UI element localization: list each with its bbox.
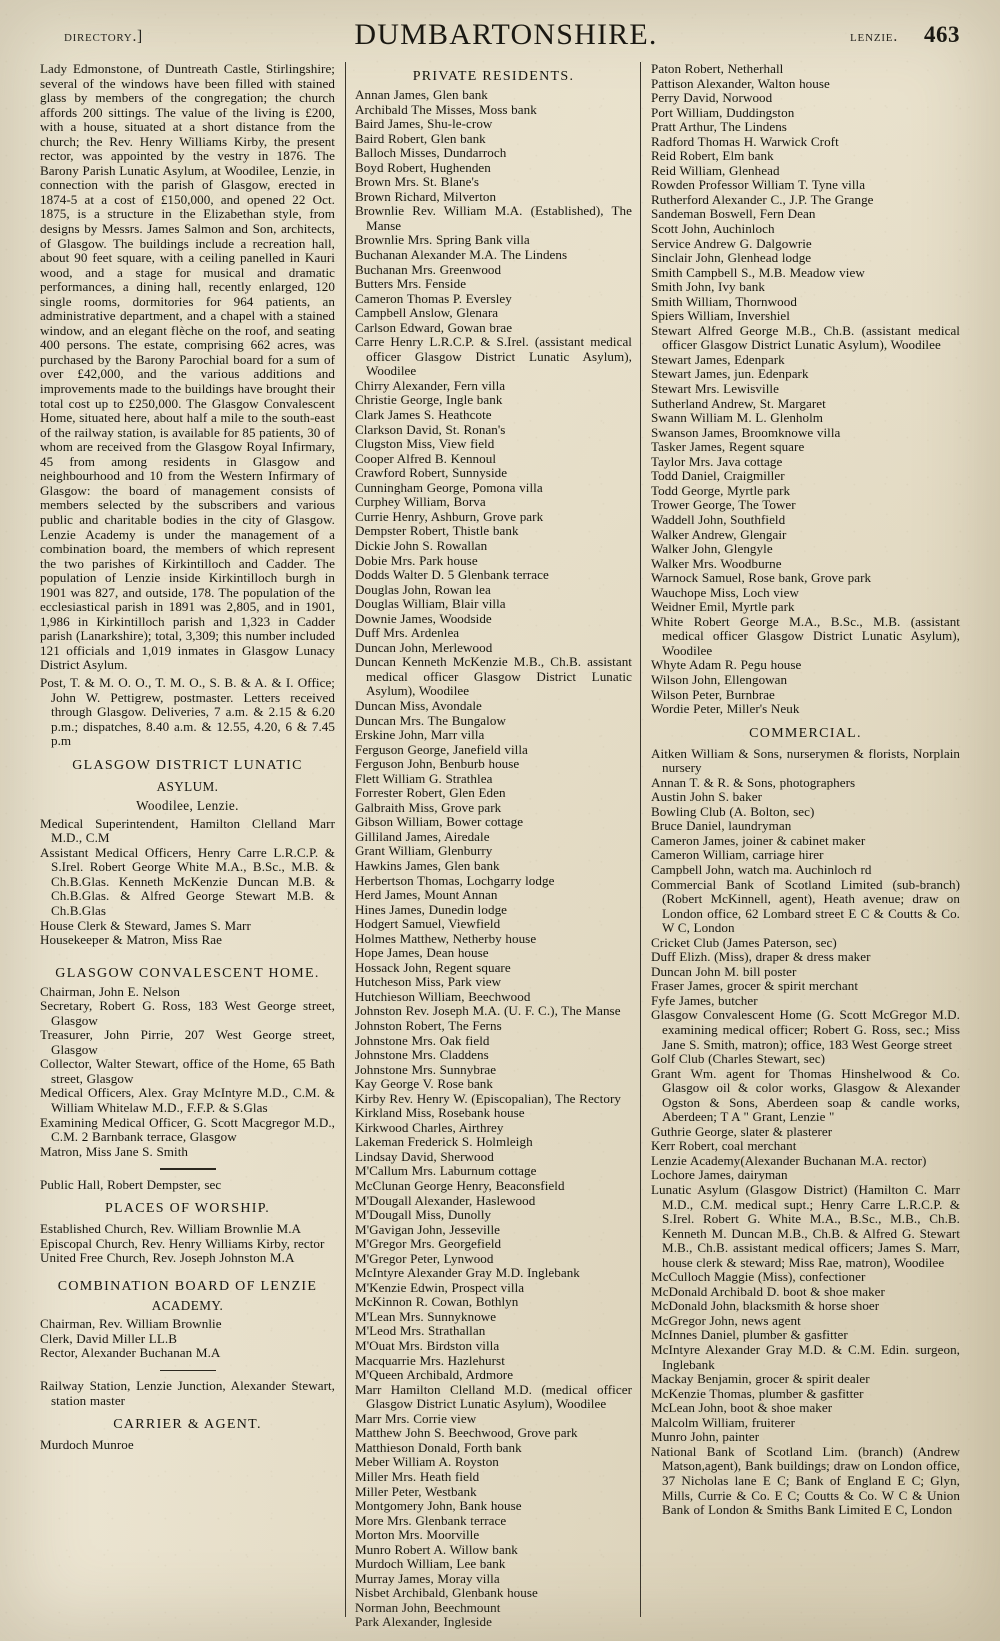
- list-item: Reid Robert, Elm bank: [651, 148, 774, 164]
- list-item: McLean John, boot & shoe maker: [651, 1400, 833, 1416]
- list-item: Commercial Bank of Scotland Limited (sub-branch) (Robert McKinnell, agent), Heath avenue; draw on London office, 62 Lombard street E C & Coutts & Co. W C, London: [651, 876, 960, 936]
- list-item: Smith Campbell S., M.B. Meadow view: [651, 264, 865, 280]
- list-item: Fraser James, grocer & spirit merchant: [651, 978, 859, 994]
- list-item: Walker Andrew, Glengair: [651, 526, 787, 542]
- list-item: Chairman, Rev. William Brownlie: [40, 1315, 222, 1331]
- list-item: Pattison Alexander, Walton house: [651, 75, 830, 91]
- list-item: Wauchope Miss, Loch view: [651, 584, 799, 600]
- carrier-agent-heading: CARRIER & AGENT.: [113, 1417, 262, 1433]
- list-item: Downie James, Woodside: [355, 610, 492, 626]
- header-right-label: lenzie.: [850, 28, 898, 45]
- list-item: Munro Robert A. Willow bank: [355, 1541, 518, 1557]
- list-item: Housekeeper & Matron, Miss Rae: [40, 932, 222, 948]
- list-item: Forrester Robert, Glen Eden: [355, 785, 506, 801]
- places-of-worship-heading: PLACES OF WORSHIP.: [104, 1201, 271, 1217]
- list-item: Chairman, John E. Nelson: [40, 983, 180, 999]
- list-item: Duncan John, Merlewood: [355, 639, 493, 655]
- list-item: Service Andrew G. Dalgowrie: [651, 235, 812, 251]
- list-item: M'Callum Mrs. Laburnum cottage: [355, 1163, 537, 1179]
- list-item: Montgomery John, Bank house: [355, 1498, 522, 1514]
- list-item: Swanson James, Broomknowe villa: [651, 424, 841, 440]
- spacer: [40, 948, 335, 959]
- list-item: Pratt Arthur, The Lindens: [651, 119, 787, 135]
- list-item: Munro John, painter: [651, 1429, 760, 1445]
- list-item: Hossack John, Regent square: [355, 959, 511, 975]
- list-item: Glasgow Convalescent Home (G. Scott McGregor M.D. examining medical officer; Robert G. Ross, sec.; Miss Jane S. Smith, matron); office, 183 West George street: [651, 1007, 960, 1052]
- list-item: Aitken William & Sons, nurserymen & florists, Norplain nursery: [651, 745, 960, 776]
- list-item: Stewart Mrs. Lewisville: [651, 381, 779, 397]
- list-item: Lenzie Academy(Alexander Buchanan M.A. rector): [651, 1152, 927, 1168]
- list-item: McKenzie Thomas, plumber & gasfitter: [651, 1385, 864, 1401]
- list-item: Balloch Misses, Dundarroch: [355, 145, 507, 161]
- list-item: Rutherford Alexander C., J.P. The Grange: [651, 191, 874, 207]
- list-item: Kirby Rev. Henry W. (Episcopalian), The Rectory: [355, 1090, 621, 1106]
- list-item: Cunningham George, Pomona villa: [355, 479, 543, 495]
- list-item: Wordie Peter, Miller's Neuk: [651, 701, 800, 717]
- list-item: Smith William, Thornwood: [651, 293, 797, 309]
- list-item: United Free Church, Rev. Joseph Johnston M.A: [40, 1250, 295, 1266]
- list-item: Cameron Thomas P. Eversley: [355, 290, 512, 306]
- list-item: Hope James, Dean house: [355, 945, 489, 961]
- list-item: Johnston Rev. Joseph M.A. (U. F. C.), The Manse: [355, 1003, 621, 1019]
- post-office-entry: Post, T. & M. O. O., T. M. O., S. B. & A. & I. Office; John W. Pettigrew, postmaster. Letters received through Glasgow. Deliveries, 7 a.m. & 2.15 & 6.20 p.m.; dispatches, 8.40 a.m. & 12.55, 4.20, 6 & 7.45 p.m: [40, 674, 335, 749]
- parish-narrative: Lady Edmonstone, of Duntreath Castle, Stirlingshire; several of the windows have been filled with stained glass by members of the congregation; the church affords 200 sittings. The value of the living is £200, with a house, situated at a short distance from the church; the Rev. Henry Williams Kirby, the present rector, was appointed by the vestry in 1876. The Barony Parish Lunatic Asylum, at Woodilee, Lenzie, in connection with the parish of Glasgow, erected in 1874-5 at a cost of £150,000, and opened 22 Oct. 1875, is a structure in the Elizabethan style, from designs by Messrs. James Salmon and Son, architects, of Glasgow. The buildings include a recreation hall, about 90 feet square, with a ceiling panelled in Kauri wood, and a stage for musical and dramatic performances, a dining hall, recently enlarged, 120 single rooms, dormitories for 964 patients, an administrative department, and a chapel with a stained window, and an elegant flèche on the roof, and seating 400 persons. The estate, comprising 662 acres, was purchased by the Barony Parochial board for a sum of over £42,000, and the various additions and improvements made to the buildings have brought their total cost up to £250,000. The Glasgow Convalescent Home, situated here, about half a mile to the south-east of the railway station, is available for 85 patients, 30 of whom are received from the Glasgow Royal Infirmary, 45 from among residents in Glasgow and neighbourhood and 10 from the Western Infirmary of Glasgow: the board of management consists of members selected by the subscribers and various public and charitable bodies in the city of Glasgow. Lenzie Academy is under the management of a combination board, the members of which represent the two parishes of Kirkintilloch and Cadder. The population of Lenzie inside Kirkintilloch burgh in 1901 was 827, and outside, 178. The population of the ecclesiastical parish in 1891 was 2,805, and in 1901, 1,986 in Kirkintilloch parish and 1,323 in Cadder parish (Lanarkshire); total, 3,309; this number included 121 officials and 1,019 inmates in Glasgow Lunacy District Asylum.: [40, 61, 335, 673]
- list-item: Cooper Alfred B. Kennoul: [355, 450, 497, 466]
- list-item: Malcolm William, fruiterer: [651, 1414, 796, 1430]
- column-two: [345, 62, 640, 1630]
- list-item: Duncan Mrs. The Bungalow: [355, 712, 506, 728]
- list-item: Curphey William, Borva: [355, 494, 486, 510]
- list-item: Johnstone Mrs. Oak field: [355, 1032, 490, 1048]
- list-item: Clarkson David, St. Ronan's: [355, 421, 506, 437]
- list-item: M'Dougall Alexander, Haslewood: [355, 1192, 536, 1208]
- list-item: Sinclair John, Glenhead lodge: [651, 250, 812, 266]
- list-item: Golf Club (Charles Stewart, sec): [651, 1051, 826, 1067]
- list-item: Assistant Medical Officers, Henry Carre L.R.C.P. & S.Irel. Robert George White M.A., B.Sc., M.B. & Ch.B.Glas. Kenneth McKenzie Duncan M.B. & Ch.B.Glas. & Alfred George Stewart M.B. & Ch.B.Glas: [40, 844, 335, 918]
- list-item: Matthieson Donald, Forth bank: [355, 1439, 522, 1455]
- list-item: Austin John S. baker: [651, 789, 763, 805]
- list-item: Bowling Club (A. Bolton, sec): [651, 803, 815, 819]
- list-item: Butters Mrs. Fenside: [355, 276, 467, 292]
- list-item: Brownlie Rev. William M.A. (Established), The Manse: [355, 203, 632, 233]
- list-item: Carre Henry L.R.C.P. & S.Irel. (assistant medical officer Glasgow District Lunatic Asylum), Woodilee: [355, 334, 632, 379]
- list-item: Clark James S. Heathcote: [355, 407, 492, 423]
- list-item: Cameron William, carriage hirer: [651, 847, 824, 863]
- list-item: M'Kenzie Edwin, Prospect villa: [355, 1279, 525, 1295]
- section-divider: [160, 1168, 216, 1170]
- list-item: Clerk, David Miller LL.B: [40, 1330, 178, 1346]
- list-item: Hutcheson Miss, Park view: [355, 974, 502, 990]
- list-item: Tasker James, Regent square: [651, 439, 805, 455]
- list-item: Annan T. & R. & Sons, photographers: [651, 774, 856, 790]
- academy-board-heading-line2: ACADEMY.: [151, 1297, 224, 1313]
- list-item: Galbraith Miss, Grove park: [355, 799, 502, 815]
- list-item: Cameron James, joiner & cabinet maker: [651, 832, 866, 848]
- list-item: Scott John, Auchinloch: [651, 221, 775, 237]
- list-item: Annan James, Glen bank: [355, 87, 488, 102]
- list-item: Ferguson George, Janefield villa: [355, 741, 528, 757]
- list-item: Clugston Miss, View field: [355, 436, 495, 452]
- private-residents-list: [355, 88, 632, 1630]
- list-item: Gilliland James, Airedale: [355, 828, 490, 844]
- list-item: Park Alexander, Ingleside: [355, 1614, 492, 1630]
- list-item: Archibald The Misses, Moss bank: [355, 101, 537, 117]
- list-item: Paton Robert, Netherhall: [651, 61, 784, 76]
- list-item: Johnstone Mrs. Claddens: [355, 1047, 489, 1063]
- header-left-label: directory.]: [64, 28, 143, 45]
- list-item: Dempster Robert, Thistle bank: [355, 523, 519, 539]
- list-item: National Bank of Scotland Lim. (branch) (Andrew Matson,agent), Bank buildings; draw on London office, 37 Nicholas lane E C; Bank of England E C; Glyn, Mills, Currie & Co. E C; Coutts & Co. W C & Union Bank of London & Smiths Bank Limited E C, London: [651, 1443, 960, 1518]
- list-item: Morton Mrs. Moorville: [355, 1527, 480, 1543]
- list-item: Brown Mrs. St. Blane's: [355, 174, 480, 190]
- list-item: Secretary, Robert G. Ross, 183 West George street, Glasgow: [40, 998, 335, 1028]
- list-item: Dickie John S. Rowallan: [355, 537, 488, 553]
- list-item: Trower George, The Tower: [651, 497, 796, 513]
- asylum-heading-line1: GLASGOW DISTRICT LUNATIC: [72, 757, 303, 773]
- list-item: Wilson John, Ellengowan: [651, 671, 788, 687]
- list-item: Kirkland Miss, Rosebank house: [355, 1105, 525, 1121]
- commercial-list: [651, 747, 960, 1518]
- list-item: M'Dougall Miss, Dunolly: [355, 1207, 492, 1223]
- list-item: Sutherland Andrew, St. Margaret: [651, 395, 826, 411]
- list-item: Port William, Duddingston: [651, 104, 795, 120]
- list-item: More Mrs. Glenbank terrace: [355, 1512, 507, 1528]
- list-item: Lunatic Asylum (Glasgow District) (Hamilton C. Marr M.D., C.M. medical supt.; Henry Carre L.R.C.P. & S.Irel. Robert G. White M.A., B.Sc., M.B., Ch.B. Kenneth M. Duncan M.B., Ch.B. & Alfred G. Stewart M.B., Ch.B. assistant medical officers; James S. Marr, house clerk & steward; Miss Rae, matron), Woodilee: [651, 1182, 960, 1270]
- list-item: Duncan Miss, Avondale: [355, 697, 482, 713]
- list-item: M'Queen Archibald, Ardmore: [355, 1367, 514, 1383]
- list-item: Swann William M. L. Glenholm: [651, 410, 824, 426]
- list-item: M'Gavigan John, Jesseville: [355, 1221, 500, 1237]
- list-item: Kirkwood Charles, Airthrey: [355, 1119, 504, 1135]
- list-item: Douglas William, Blair villa: [355, 596, 506, 612]
- list-item: M'Gregor Peter, Lynwood: [355, 1250, 494, 1266]
- list-item: Duncan John M. bill poster: [651, 963, 797, 979]
- list-item: Brown Richard, Milverton: [355, 188, 497, 204]
- list-item: Radford Thomas H. Warwick Croft: [651, 133, 839, 149]
- list-item: Warnock Samuel, Rose bank, Grove park: [651, 570, 872, 586]
- asylum-subheading: Woodilee, Lenzie.: [136, 797, 239, 813]
- list-item: McGregor John, news agent: [651, 1312, 801, 1328]
- list-item: Perry David, Norwood: [651, 90, 773, 106]
- list-item: McClunan George Henry, Beaconsfield: [355, 1178, 565, 1194]
- list-item: Nisbet Archibald, Glenbank house: [355, 1585, 538, 1601]
- list-item: Stewart James, Edenpark: [651, 351, 785, 367]
- list-item: Spiers William, Invershiel: [651, 308, 790, 324]
- list-item: McDonald Archibald D. boot & shoe maker: [651, 1283, 885, 1299]
- list-item: Macquarrie Mrs. Hazlehurst: [355, 1352, 505, 1368]
- list-item: Medical Superintendent, Hamilton Clelland Marr M.D., C.M: [40, 815, 335, 846]
- list-item: Dodds Walter D. 5 Glenbank terrace: [355, 567, 549, 583]
- list-item: Duff Elizh. (Miss), draper & dress maker: [651, 949, 871, 965]
- list-item: McIntyre Alexander Gray M.D. Inglebank: [355, 1265, 580, 1281]
- page-header: [52, 18, 960, 56]
- list-item: Currie Henry, Ashburn, Grove park: [355, 508, 544, 524]
- page-title: DUMBARTONSHIRE.: [354, 18, 658, 51]
- list-item: Johnstone Mrs. Sunnybrae: [355, 1061, 497, 1077]
- list-item: Miller Mrs. Heath field: [355, 1468, 480, 1484]
- list-item: Guthrie George, slater & plasterer: [651, 1123, 833, 1139]
- list-item: Examining Medical Officer, G. Scott Macgregor M.D., C.M. 2 Barnbank terrace, Glasgow: [40, 1114, 335, 1145]
- list-item: Hodgert Samuel, Viewfield: [355, 916, 501, 932]
- list-item: Murray James, Moray villa: [355, 1570, 500, 1586]
- list-item: Reid William, Glenhead: [651, 162, 780, 178]
- list-item: McKinnon R. Cowan, Bothlyn: [355, 1294, 519, 1310]
- list-item: Kay George V. Rose bank: [355, 1076, 493, 1092]
- list-item: Johnston Robert, The Ferns: [355, 1018, 502, 1033]
- list-item: Campbell John, watch ma. Auchinloch rd: [651, 861, 872, 877]
- list-item: Matron, Miss Jane S. Smith: [40, 1143, 188, 1159]
- list-item: McInnes Daniel, plumber & gasfitter: [651, 1327, 848, 1343]
- list-item: Crawford Robert, Sunnyside: [355, 465, 508, 481]
- list-item: McIntyre Alexander Gray M.D. & C.M. Edin. surgeon, Inglebank: [651, 1342, 960, 1372]
- list-item: Sandeman Boswell, Fern Dean: [651, 206, 816, 222]
- list-item: Waddell John, Southfield: [651, 511, 786, 527]
- list-item: Matthew John S. Beechwood, Grove park: [355, 1425, 578, 1441]
- list-item: Ferguson John, Benburb house: [355, 756, 520, 772]
- list-item: Kerr Robert, coal merchant: [651, 1138, 797, 1154]
- list-item: Dobie Mrs. Park house: [355, 552, 478, 568]
- list-item: Established Church, Rev. William Brownlie M.A: [40, 1221, 302, 1237]
- list-item: Chirry Alexander, Fern villa: [355, 377, 506, 393]
- list-item: Stewart James, jun. Edenpark: [651, 366, 809, 382]
- list-item: Grant William, Glenburry: [355, 843, 493, 859]
- list-item: M'Gregor Mrs. Georgefield: [355, 1236, 502, 1252]
- list-item: Whyte Adam R. Pegu house: [651, 657, 802, 673]
- list-item: Holmes Matthew, Netherby house: [355, 930, 537, 946]
- list-item: Herbertson Thomas, Lochgarry lodge: [355, 872, 555, 888]
- list-item: Hawkins James, Glen bank: [355, 857, 500, 873]
- list-item: M'Lean Mrs. Sunnyknowe: [355, 1308, 497, 1324]
- page-number: 463: [924, 22, 960, 47]
- list-item: Douglas John, Rowan lea: [355, 581, 491, 597]
- list-item: Christie George, Ingle bank: [355, 392, 503, 408]
- list-item: Hines James, Dunedin lodge: [355, 901, 508, 917]
- list-item: Boyd Robert, Hughenden: [355, 159, 491, 175]
- list-item: Smith John, Ivy bank: [651, 279, 765, 295]
- list-item: Herd James, Mount Annan: [355, 887, 498, 903]
- list-item: Episcopal Church, Rev. Henry Williams Kirby, rector: [40, 1235, 325, 1251]
- list-item: Medical Officers, Alex. Gray McIntyre M.D., C.M. & William Whitelaw M.D., F.F.P. & S.Glas: [40, 1085, 335, 1115]
- list-item: Walker John, Glengyle: [651, 541, 773, 557]
- list-item: Campbell Anslow, Glenara: [355, 305, 499, 321]
- list-item: Mackay Benjamin, grocer & spirit dealer: [651, 1371, 870, 1387]
- list-item: Lindsay David, Sherwood: [355, 1148, 494, 1164]
- list-item: McDonald John, blacksmith & horse shoer: [651, 1298, 880, 1314]
- list-item: Cricket Club (James Paterson, sec): [651, 934, 837, 950]
- list-item: Buchanan Mrs. Greenwood: [355, 261, 502, 277]
- list-item: Grant Wm. agent for Thomas Hinshelwood & Co. Glasgow oil & color works, Glasgow & Alexander Ogston & Sons, Aberdeen soap & candle works, Aberdeen; T A " Grant, Lenzie ": [651, 1065, 960, 1125]
- list-item: Baird James, Shu-le-crow: [355, 116, 493, 132]
- asylum-heading-line2: ASYLUM.: [156, 778, 219, 794]
- list-item: Wilson Peter, Burnbrae: [651, 686, 775, 702]
- list-item: Erskine John, Marr villa: [355, 727, 485, 743]
- list-item: Hutchieson William, Beechwood: [355, 988, 531, 1004]
- list-item: Gibson William, Bower cottage: [355, 814, 524, 830]
- list-item: Norman John, Beechmount: [355, 1599, 501, 1615]
- list-item: Todd Daniel, Craigmiller: [651, 468, 785, 484]
- private-residents-heading: PRIVATE RESIDENTS.: [412, 69, 575, 84]
- convalescent-home-heading: GLASGOW CONVALESCENT HOME.: [55, 965, 320, 981]
- list-item: Collector, Walter Stewart, office of the Home, 65 Bath street, Glasgow: [40, 1056, 335, 1086]
- list-item: Duff Mrs. Ardenlea: [355, 625, 460, 641]
- list-item: Bruce Daniel, laundryman: [651, 818, 792, 834]
- railway-station-entry: Railway Station, Lenzie Junction, Alexander Stewart, station master: [40, 1378, 335, 1408]
- academy-board-heading-line1: COMBINATION BOARD OF LENZIE: [57, 1278, 318, 1294]
- list-item: Weidner Emil, Myrtle park: [651, 599, 795, 615]
- list-item: Marr Hamilton Clelland M.D. (medical officer Glasgow District Lunatic Asylum), Woodilee: [355, 1381, 632, 1412]
- list-item: Lakeman Frederick S. Holmleigh: [355, 1134, 533, 1150]
- list-item: McCulloch Maggie (Miss), confectioner: [651, 1269, 866, 1285]
- list-item: House Clerk & Steward, James S. Marr: [40, 917, 251, 933]
- list-item: Stewart Alfred George M.B., Ch.B. (assistant medical officer Glasgow District Lunatic Asylum), Woodilee: [651, 322, 960, 353]
- list-item: Marr Mrs. Corrie view: [355, 1410, 477, 1426]
- spacer: [40, 1266, 335, 1272]
- private-residents-list-continued: [651, 62, 960, 717]
- list-item: Rowden Professor William T. Tyne villa: [651, 177, 866, 193]
- list-item: Todd George, Myrtle park: [651, 482, 791, 498]
- list-item: Taylor Mrs. Java cottage: [651, 453, 783, 469]
- list-item: Rector, Alexander Buchanan M.A: [40, 1345, 221, 1361]
- list-item: Fyfe James, butcher: [651, 992, 758, 1008]
- commercial-heading: COMMERCIAL.: [749, 725, 862, 741]
- three-column-body: [40, 61, 960, 1630]
- list-item: White Robert George M.A., B.Sc., M.B. (assistant medical officer Glasgow District Lunatic Asylum), Woodilee: [651, 613, 960, 658]
- list-item: Murdoch William, Lee bank: [355, 1556, 506, 1572]
- list-item: Lochore James, dairyman: [651, 1167, 788, 1183]
- list-item: Carlson Edward, Gowan brae: [355, 319, 513, 335]
- list-item: Meber William A. Royston: [355, 1454, 499, 1470]
- list-item: Walker Mrs. Woodburne: [651, 555, 782, 571]
- column-one: [40, 62, 345, 1617]
- column-three: [640, 62, 960, 1617]
- list-item: M'Leod Mrs. Strathallan: [355, 1323, 486, 1339]
- list-item: M'Ouat Mrs. Birdston villa: [355, 1338, 500, 1354]
- list-item: Buchanan Alexander M.A. The Lindens: [355, 247, 568, 263]
- list-item: Murdoch Munroe: [40, 1437, 134, 1453]
- list-item: Duncan Kenneth McKenzie M.B., Ch.B. assistant medical officer Glasgow District Lunatic Asylum), Woodilee: [355, 654, 632, 699]
- list-item: Treasurer, John Pirrie, 207 West George street, Glasgow: [40, 1027, 335, 1057]
- section-divider: [160, 1370, 216, 1372]
- public-hall-entry: Public Hall, Robert Dempster, sec: [40, 1176, 222, 1192]
- list-item: Miller Peter, Westbank: [355, 1483, 477, 1499]
- list-item: Flett William G. Strathlea: [355, 770, 493, 786]
- list-item: Brownlie Mrs. Spring Bank villa: [355, 232, 530, 248]
- list-item: Baird Robert, Glen bank: [355, 130, 486, 146]
